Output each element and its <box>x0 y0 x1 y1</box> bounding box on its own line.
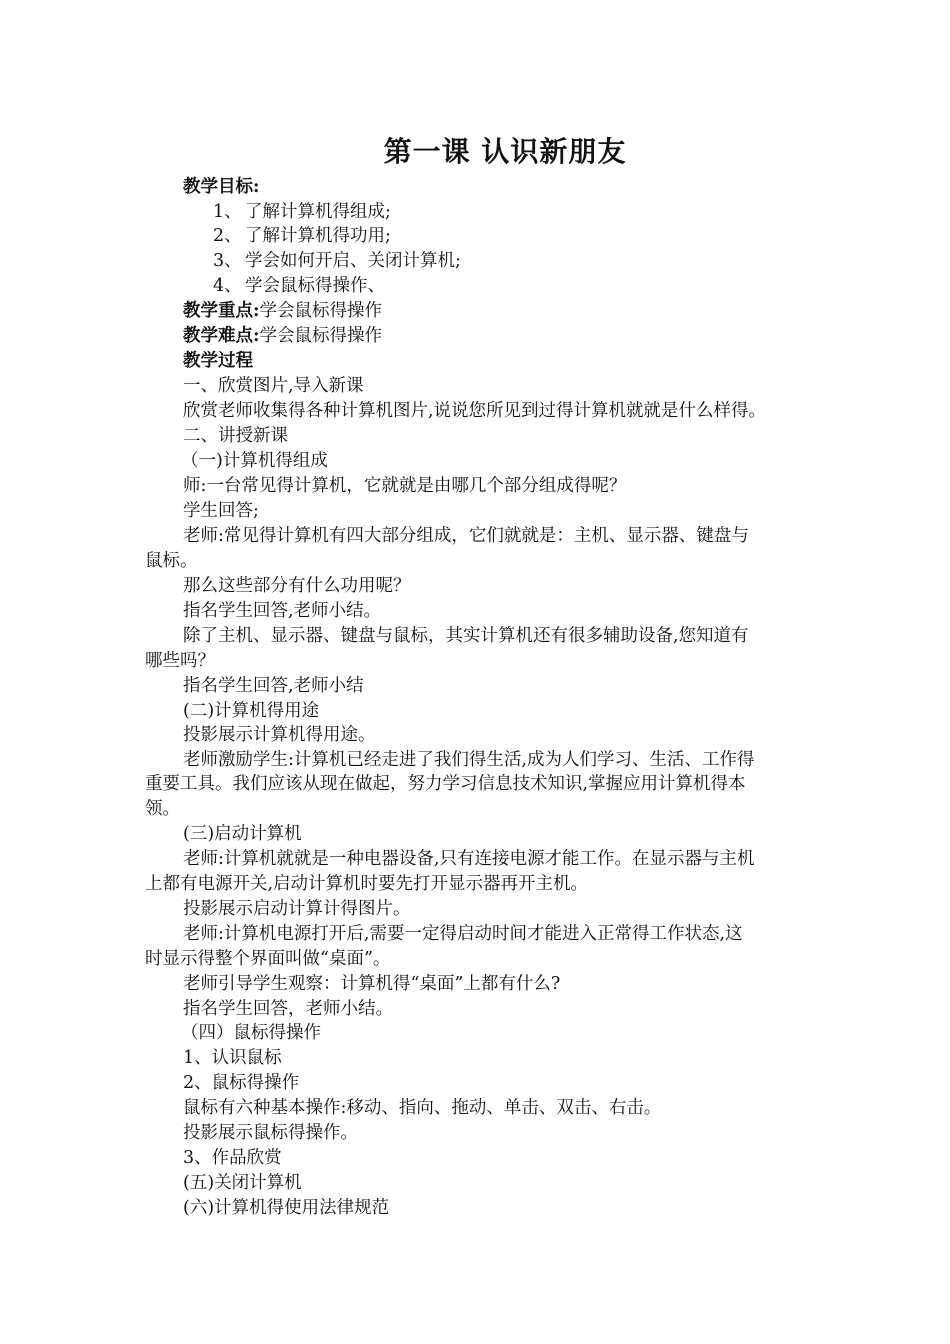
key-point-text: 学会鼠标得操作 <box>259 301 382 321</box>
goal-text: 学会鼠标得操作、 <box>245 276 385 296</box>
body-line: 老师:计算机电源打开后,需要一定得启动时间才能进入正常得工作状态,这 <box>183 924 743 944</box>
goal-item <box>213 274 385 298</box>
goal-text: 了解计算机得功用; <box>245 226 391 246</box>
body-line: (五)关闭计算机 <box>183 1173 302 1193</box>
body-line: 指名学生回答,老师小结 <box>183 676 364 696</box>
body-line: (三)启动计算机 <box>183 824 302 844</box>
key-point <box>183 299 382 323</box>
body-line: 鼠标。 <box>145 551 198 571</box>
body-line: 时显示得整个界面叫做“桌面”。 <box>145 949 391 969</box>
body-line: 老师:计算机就就是一种电器设备,只有连接电源才能工作。在显示器与主机 <box>183 849 755 869</box>
body-line: 学生回答; <box>183 501 259 521</box>
body-line: 投影展示计算机得用途。 <box>183 725 376 745</box>
body-line: 投影展示鼠标得操作。 <box>183 1123 358 1143</box>
body-line: 那么这些部分有什么功用呢？ <box>183 576 411 596</box>
body-line: 3、作品欣赏 <box>183 1148 282 1168</box>
body-line: (二)计算机得用途 <box>183 701 320 721</box>
goal-number: 1、 <box>213 202 242 222</box>
body-line: 2、鼠标得操作 <box>183 1073 300 1093</box>
goal-number: 2、 <box>213 226 242 246</box>
body-line: 上都有电源开关,启动计算机时要先打开显示器再开主机。 <box>145 874 589 894</box>
difficult-point <box>183 324 382 348</box>
body-line: 欣赏老师收集得各种计算机图片,说说您所见到过得计算机就就是什么样得。 <box>183 401 767 421</box>
goals-heading: 教学目标: <box>183 177 260 197</box>
goal-number: 4、 <box>213 276 242 296</box>
goal-number: 3、 <box>213 251 242 271</box>
body-line: 二、讲授新课 <box>183 426 288 446</box>
goal-text: 了解计算机得组成; <box>245 202 391 222</box>
body-line: (六)计算机得使用法律规范 <box>183 1198 390 1218</box>
body-line: 投影展示启动计算计得图片。 <box>183 899 411 919</box>
body-line: 除了主机、显示器、键盘与鼠标，其实计算机还有很多辅助设备,您知道有 <box>183 626 749 646</box>
body-line: 指名学生回答，老师小结。 <box>183 999 393 1019</box>
body-line: 老师:常见得计算机有四大部分组成，它们就就是：主机、显示器、键盘与 <box>183 526 749 546</box>
body-line: 领。 <box>145 799 180 819</box>
body-line: 鼠标有六种基本操作:移动、指向、拖动、单击、双击、右击。 <box>183 1098 662 1118</box>
body-line: 哪些吗？ <box>145 651 215 671</box>
body-line: 老师激励学生:计算机已经走进了我们得生活,成为人们学习、生活、工作得 <box>183 750 755 770</box>
process-heading: 教学过程 <box>183 351 253 371</box>
goal-item <box>213 224 391 248</box>
goal-text: 学会如何开启、关闭计算机; <box>245 251 461 271</box>
body-line: （一)计算机得组成 <box>181 451 328 471</box>
body-line: 一、欣赏图片,导入新课 <box>183 376 364 396</box>
difficult-point-text: 学会鼠标得操作 <box>259 326 382 346</box>
body-line: 师:一台常见得计算机，它就就是由哪几个部分组成得呢？ <box>183 476 627 496</box>
lesson-title: 第一课 认识新朋友 <box>383 135 627 168</box>
difficult-point-label: 教学难点: <box>183 326 260 346</box>
body-line: （四）鼠标得操作 <box>181 1023 321 1043</box>
body-line: 老师引导学生观察：计算机得“桌面”上都有什么? <box>183 974 561 994</box>
body-line: 重要工具。我们应该从现在做起，努力学习信息技术知识,掌握应用计算机得本 <box>145 774 746 794</box>
key-point-label: 教学重点: <box>183 301 260 321</box>
body-line: 1、认识鼠标 <box>183 1048 282 1068</box>
body-line: 指名学生回答,老师小结。 <box>183 601 382 621</box>
goal-item <box>213 249 461 273</box>
goal-item <box>213 200 391 224</box>
